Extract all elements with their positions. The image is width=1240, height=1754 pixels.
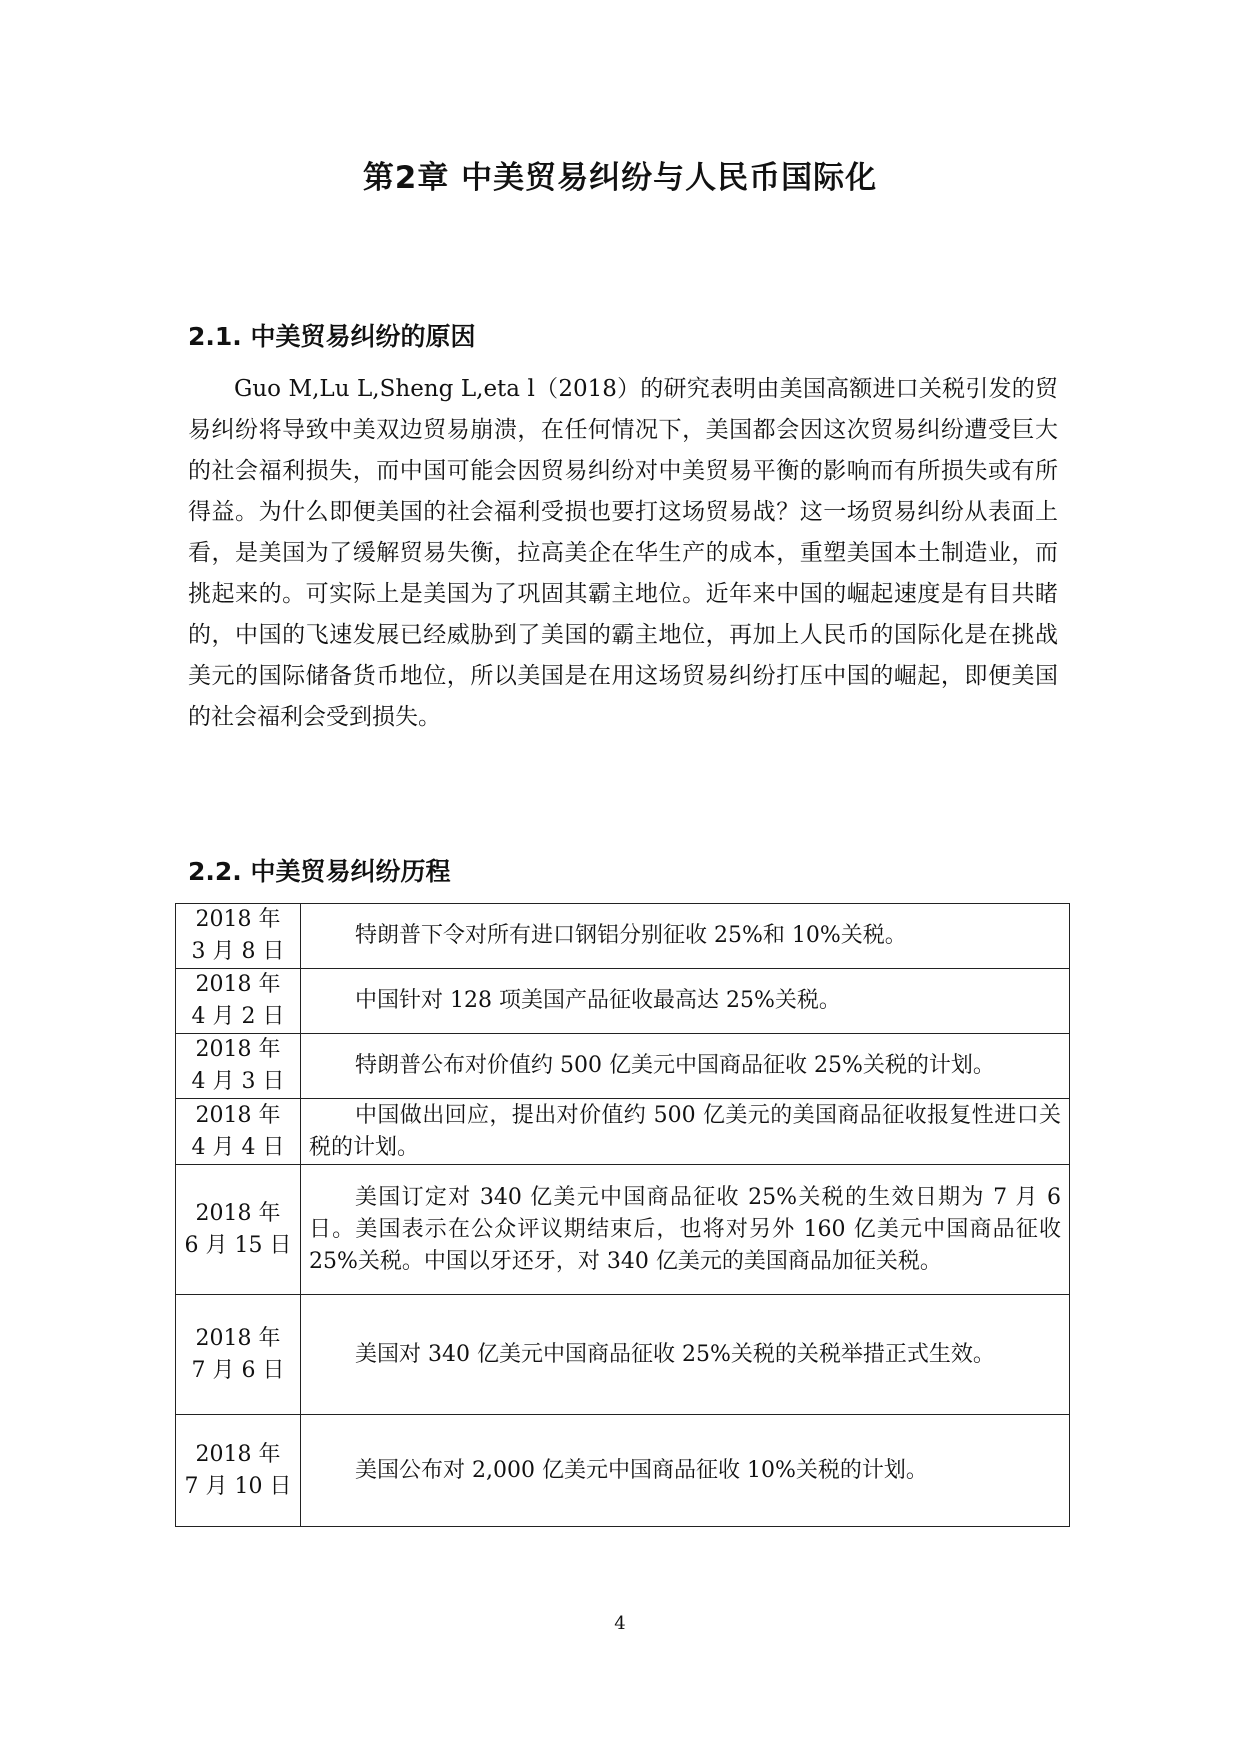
event-cell: 特朗普公布对价值约 500 亿美元中国商品征收 25%关税的计划。 (301, 1034, 1070, 1099)
causes-paragraph: Guo M,Lu L,Sheng L,eta l（2018）的研究表明由美国高额进口关税引发的贸易纠纷将导致中美双边贸易崩溃，在任何情况下，美国都会因这次贸易纠纷遭受巨大的社会福利损失，而中国可能会因贸易纠纷对中美贸易平衡的影响而有所损失或有所得益。为什么即便美国的社会福利受损也要打这场贸易战？这一场贸易纠纷从表面上看，是美国为了缓解贸易失衡，拉高美企在华生产的成本，重塑美国本土制造业，而挑起来的。可实际上是美国为了巩固其霸主地位。近年来中国的崛起速度是有目共睹的，中国的飞速发展已经威胁到了美国的霸主地位，再加上人民币的国际化是在挑战美元的国际储备货币地位，所以美国是在用这场贸易纠纷打压中国的崛起，即便美国的社会福利会受到损失。 (188, 376, 1058, 730)
date-cell: 2018 年 4 月 3 日 (176, 1034, 301, 1099)
date-cell: 2018 年 7 月 10 日 (176, 1415, 301, 1527)
event-cell: 美国公布对 2,000 亿美元中国商品征收 10%关税的计划。 (301, 1415, 1070, 1527)
date-cell: 2018 年 7 月 6 日 (176, 1295, 301, 1415)
date-cell: 2018 年 4 月 2 日 (176, 969, 301, 1034)
page-number: 4 (614, 1613, 626, 1634)
table-row (176, 904, 1070, 969)
timeline-table (175, 903, 1070, 1527)
event-cell: 特朗普下令对所有进口钢铝分别征收 25%和 10%关税。 (301, 904, 1070, 969)
table-row (176, 969, 1070, 1034)
date-cell: 2018 年 6 月 15 日 (176, 1165, 301, 1295)
table-row (176, 1295, 1070, 1415)
table-row (176, 1099, 1070, 1165)
event-cell: 中国做出回应，提出对价值约 500 亿美元的美国商品征收报复性进口关税的计划。 (301, 1099, 1070, 1165)
event-cell: 美国订定对 340 亿美元中国商品征收 25%关税的生效日期为 7 月 6 日。美国表示在公众评议期结束后，也将对另外 160 亿美元中国商品征收 25%关税。中国以牙还牙，对 340 亿美元的美国商品加征关税。 (301, 1165, 1070, 1295)
event-cell: 美国对 340 亿美元中国商品征收 25%关税的关税举措正式生效。 (301, 1295, 1070, 1415)
section-heading-timeline: 2.2. 中美贸易纠纷历程 (188, 857, 451, 886)
date-cell: 2018 年 3 月 8 日 (176, 904, 301, 969)
table-row (176, 1034, 1070, 1099)
event-cell: 中国针对 128 项美国产品征收最高达 25%关税。 (301, 969, 1070, 1034)
chapter-title: 第2章 中美贸易纠纷与人民币国际化 (362, 160, 878, 196)
section-heading-causes: 2.1. 中美贸易纠纷的原因 (188, 322, 476, 351)
table-row (176, 1415, 1070, 1527)
table-row (176, 1165, 1070, 1295)
date-cell: 2018 年 4 月 4 日 (176, 1099, 301, 1165)
